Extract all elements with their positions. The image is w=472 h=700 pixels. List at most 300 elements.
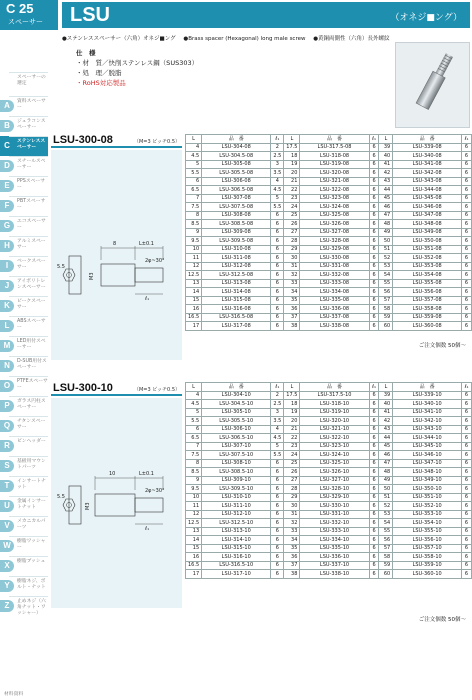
thread-length-cell: 3.5 bbox=[271, 417, 284, 426]
length-cell: 15 bbox=[186, 296, 202, 305]
part-number-cell: LSU-322-10 bbox=[300, 434, 369, 443]
length-cell: 45 bbox=[379, 194, 393, 203]
length-cell: 41 bbox=[379, 160, 393, 169]
length-cell: 54 bbox=[379, 271, 393, 280]
part-number-cell: LSU-333-08 bbox=[300, 279, 369, 288]
length-cell: 7 bbox=[186, 194, 202, 203]
table-row bbox=[186, 279, 472, 288]
part-number-cell: LSU-304.5-10 bbox=[202, 400, 271, 409]
sidebar-item-q[interactable] bbox=[0, 416, 48, 436]
part-number-cell: LSU-348-08 bbox=[393, 220, 462, 229]
length-cell: 23 bbox=[284, 442, 300, 451]
thread-length-cell: 6 bbox=[369, 417, 379, 426]
category-letter-tab: O bbox=[0, 380, 14, 392]
sidebar-item-u[interactable] bbox=[0, 496, 48, 516]
sidebar-item-label: 樹脂ブッシュ bbox=[17, 559, 46, 564]
thread-length-cell: 6 bbox=[271, 459, 284, 468]
thread-length-cell: 6 bbox=[369, 451, 379, 460]
sidebar-item-label: PPSスペーサー bbox=[17, 179, 46, 190]
part-number-cell: LSU-312-10 bbox=[202, 510, 271, 519]
part-number-cell: LSU-312.5-08 bbox=[202, 271, 271, 280]
part-number-cell: LSU-327-08 bbox=[300, 228, 369, 237]
length-cell: 32 bbox=[284, 519, 300, 528]
dim-l: L±0.1 bbox=[139, 471, 154, 477]
thread-length-cell: 6 bbox=[369, 459, 379, 468]
part-number-cell: LSU-324-10 bbox=[300, 451, 369, 460]
category-letter-tab: K bbox=[0, 300, 14, 312]
thread-length-cell: 6 bbox=[271, 220, 284, 229]
table-row bbox=[186, 152, 472, 161]
technical-drawing-lsu-300-10 bbox=[51, 398, 182, 608]
thread-length-cell: 6 bbox=[271, 553, 284, 562]
table-row bbox=[186, 186, 472, 195]
thread-length-cell: 6 bbox=[462, 544, 472, 553]
table-row bbox=[186, 271, 472, 280]
part-number-cell: LSU-338-10 bbox=[300, 570, 369, 579]
table-row bbox=[186, 220, 472, 229]
part-number-cell: LSU-327-10 bbox=[300, 476, 369, 485]
sidebar-item-y[interactable] bbox=[0, 576, 48, 596]
sidebar-item-i[interactable] bbox=[0, 256, 48, 276]
sidebar-item-a[interactable] bbox=[0, 96, 48, 116]
sidebar-item-h[interactable] bbox=[0, 236, 48, 256]
sidebar-item-c[interactable] bbox=[0, 136, 48, 156]
thread-length-cell: 6 bbox=[271, 262, 284, 271]
length-cell: 57 bbox=[379, 544, 393, 553]
length-cell: 56 bbox=[379, 288, 393, 297]
thread-length-cell: 6 bbox=[271, 322, 284, 331]
dim-b: 10 bbox=[109, 471, 116, 477]
length-cell: 59 bbox=[379, 561, 393, 570]
thread-length-cell: 6 bbox=[462, 288, 472, 297]
sidebar-item-e[interactable] bbox=[0, 176, 48, 196]
sidebar-item-label: D-SUB用付スペーサー bbox=[17, 359, 47, 370]
part-number-cell: LSU-353-08 bbox=[393, 262, 462, 271]
thread-length-cell: 6 bbox=[462, 271, 472, 280]
divider bbox=[9, 196, 48, 197]
length-cell: 11 bbox=[186, 254, 202, 263]
part-number-cell: LSU-304.5-08 bbox=[202, 152, 271, 161]
part-number-cell: LSU-308.5-10 bbox=[202, 468, 271, 477]
table-row bbox=[186, 510, 472, 519]
sidebar-item-label: PTFEスペーサー bbox=[17, 379, 48, 390]
table-row bbox=[186, 476, 472, 485]
category-letter-tab: R bbox=[0, 440, 14, 452]
table-row bbox=[186, 194, 472, 203]
part-number-cell: LSU-326-10 bbox=[300, 468, 369, 477]
table-header-row bbox=[186, 383, 472, 392]
length-cell: 13 bbox=[186, 527, 202, 536]
page-code: C 25 bbox=[6, 1, 34, 16]
column-header: L bbox=[186, 383, 202, 392]
sidebar-item-l[interactable] bbox=[0, 316, 48, 336]
table-row bbox=[186, 228, 472, 237]
part-number-cell: LSU-324-08 bbox=[300, 203, 369, 212]
part-number-cell: LSU-308-10 bbox=[202, 459, 271, 468]
length-cell: 7.5 bbox=[186, 203, 202, 212]
part-number-cell: LSU-318-08 bbox=[300, 152, 369, 161]
part-number-cell: LSU-346-08 bbox=[393, 203, 462, 212]
length-cell: 31 bbox=[284, 510, 300, 519]
table-row bbox=[186, 544, 472, 553]
part-number-cell: LSU-307-08 bbox=[202, 194, 271, 203]
divider bbox=[9, 436, 48, 437]
length-cell: 58 bbox=[379, 305, 393, 314]
part-number-cell: LSU-340-10 bbox=[393, 400, 462, 409]
length-cell: 4 bbox=[186, 391, 202, 400]
section-title-lsu-300-10 bbox=[51, 382, 182, 396]
length-cell: 34 bbox=[284, 536, 300, 545]
part-number-cell: LSU-352-08 bbox=[393, 254, 462, 263]
divider bbox=[9, 72, 48, 73]
length-cell: 27 bbox=[284, 228, 300, 237]
part-number-cell: LSU-310-10 bbox=[202, 493, 271, 502]
length-cell: 28 bbox=[284, 237, 300, 246]
page-code-tab bbox=[0, 0, 58, 30]
spec-heading: 仕 様 bbox=[76, 49, 96, 57]
length-cell: 55 bbox=[379, 527, 393, 536]
thread-length-cell: 6 bbox=[462, 451, 472, 460]
thread-length-cell: 6 bbox=[369, 502, 379, 511]
dim-hex: 5.5 bbox=[57, 494, 65, 500]
length-cell: 35 bbox=[284, 544, 300, 553]
thread-length-cell: 6 bbox=[369, 211, 379, 220]
sidebar-item-f[interactable] bbox=[0, 196, 48, 216]
length-cell: 16.5 bbox=[186, 561, 202, 570]
category-letter-tab: X bbox=[0, 560, 14, 572]
thread-length-cell: 6 bbox=[369, 279, 379, 288]
part-number-cell: LSU-312.5-10 bbox=[202, 519, 271, 528]
sidebar-item-label: 樹脂ネジ、ボルト・ナット bbox=[17, 579, 46, 590]
thread-length-cell: 6 bbox=[462, 169, 472, 178]
length-cell: 47 bbox=[379, 459, 393, 468]
thread-length-cell: 6 bbox=[369, 220, 379, 229]
bullet-jp: ●ステンレススペーサー（六角）オネジ■ング bbox=[62, 36, 176, 42]
thread-length-cell: 6 bbox=[369, 468, 379, 477]
table-row bbox=[186, 296, 472, 305]
length-cell: 5 bbox=[186, 408, 202, 417]
part-number-cell: LSU-339-10 bbox=[393, 391, 462, 400]
thread-length-cell: 4.5 bbox=[271, 434, 284, 443]
sidebar-item-m[interactable] bbox=[0, 336, 48, 356]
thread-length-cell: 6 bbox=[462, 476, 472, 485]
thread-length-cell: 6 bbox=[271, 544, 284, 553]
length-cell: 41 bbox=[379, 408, 393, 417]
table-row bbox=[186, 434, 472, 443]
part-number-cell: LSU-314-08 bbox=[202, 288, 271, 297]
length-cell: 9 bbox=[186, 476, 202, 485]
thread-length-cell: 2 bbox=[271, 143, 284, 152]
thread-length-cell: 6 bbox=[271, 476, 284, 485]
part-number-cell: LSU-350-10 bbox=[393, 485, 462, 494]
length-cell: 24 bbox=[284, 451, 300, 460]
length-cell: 4.5 bbox=[186, 400, 202, 409]
length-cell: 38 bbox=[284, 322, 300, 331]
length-cell: 7.5 bbox=[186, 451, 202, 460]
part-number-cell: LSU-356-08 bbox=[393, 288, 462, 297]
dim-l1: ℓ₁ bbox=[145, 526, 150, 532]
table-row bbox=[186, 160, 472, 169]
section-thread-spec: （M=3 ピッチ0.5） bbox=[133, 387, 180, 393]
sidebar-item-j[interactable] bbox=[0, 276, 48, 296]
thread-length-cell: 6 bbox=[462, 442, 472, 451]
table-row bbox=[186, 400, 472, 409]
length-cell: 38 bbox=[284, 570, 300, 579]
column-header: ℓ₁ bbox=[271, 383, 284, 392]
part-number-cell: LSU-330-08 bbox=[300, 254, 369, 263]
length-cell: 9 bbox=[186, 228, 202, 237]
table-row bbox=[186, 391, 472, 400]
length-cell: 19 bbox=[284, 408, 300, 417]
length-cell: 51 bbox=[379, 245, 393, 254]
divider bbox=[9, 416, 48, 417]
length-cell: 56 bbox=[379, 536, 393, 545]
table-row bbox=[186, 262, 472, 271]
length-cell: 8 bbox=[186, 211, 202, 220]
table-row bbox=[186, 459, 472, 468]
length-cell: 20 bbox=[284, 417, 300, 426]
thread-length-cell: 6 bbox=[462, 425, 472, 434]
part-number-cell: LSU-329-10 bbox=[300, 493, 369, 502]
length-cell: 37 bbox=[284, 313, 300, 322]
sidebar-item-v[interactable] bbox=[0, 516, 48, 536]
divider bbox=[9, 216, 48, 217]
part-number-cell: LSU-306-10 bbox=[202, 425, 271, 434]
part-number-cell: LSU-315-08 bbox=[202, 296, 271, 305]
part-number-cell: LSU-322-08 bbox=[300, 186, 369, 195]
thread-length-cell: 6 bbox=[462, 519, 472, 528]
thread-length-cell: 6 bbox=[462, 553, 472, 562]
part-number-cell: LSU-306.5-08 bbox=[202, 186, 271, 195]
length-cell: 6 bbox=[186, 425, 202, 434]
length-cell: 52 bbox=[379, 502, 393, 511]
thread-length-cell: 6 bbox=[462, 211, 472, 220]
category-letter-tab: Y bbox=[0, 580, 14, 592]
sidebar-item-k[interactable] bbox=[0, 296, 48, 316]
length-cell: 18 bbox=[284, 152, 300, 161]
length-cell: 60 bbox=[379, 322, 393, 331]
thread-length-cell: 6 bbox=[462, 160, 472, 169]
part-number-cell: LSU-359-08 bbox=[393, 313, 462, 322]
sidebar-item-intro[interactable] bbox=[0, 72, 48, 92]
thread-length-cell: 6 bbox=[271, 296, 284, 305]
thread-length-cell: 6 bbox=[369, 203, 379, 212]
divider bbox=[9, 316, 48, 317]
thread-length-cell: 6 bbox=[462, 485, 472, 494]
table-row bbox=[186, 561, 472, 570]
length-cell: 17 bbox=[186, 570, 202, 579]
thread-length-cell: 6 bbox=[271, 468, 284, 477]
spacer-image-icon bbox=[396, 43, 471, 129]
thread-length-cell: 6 bbox=[271, 493, 284, 502]
length-cell: 17 bbox=[186, 322, 202, 331]
length-cell: 60 bbox=[379, 570, 393, 579]
length-cell: 44 bbox=[379, 186, 393, 195]
thread-length-cell: 6 bbox=[462, 245, 472, 254]
part-number-cell: LSU-316.5-10 bbox=[202, 561, 271, 570]
part-number-cell: LSU-341-08 bbox=[393, 160, 462, 169]
page-title: LSU bbox=[70, 4, 110, 26]
order-note: ご注文個数 50個～ bbox=[418, 343, 466, 349]
thread-length-cell: 6 bbox=[462, 262, 472, 271]
length-cell: 4 bbox=[186, 143, 202, 152]
thread-length-cell: 6 bbox=[369, 519, 379, 528]
thread-length-cell: 6 bbox=[271, 288, 284, 297]
thread-length-cell: 6 bbox=[369, 510, 379, 519]
table-row bbox=[186, 288, 472, 297]
length-cell: 14 bbox=[186, 288, 202, 297]
sidebar-item-w[interactable] bbox=[0, 536, 48, 556]
dim-chamfer: 2φ~30° bbox=[145, 488, 165, 494]
length-cell: 43 bbox=[379, 425, 393, 434]
sidebar-item-o[interactable] bbox=[0, 376, 48, 396]
thread-length-cell: 6 bbox=[271, 228, 284, 237]
sidebar-item-label: チタンスペーサー bbox=[17, 419, 46, 430]
sidebar-item-p[interactable] bbox=[0, 396, 48, 416]
part-number-cell: LSU-351-10 bbox=[393, 493, 462, 502]
length-cell: 35 bbox=[284, 296, 300, 305]
category-letter-tab: G bbox=[0, 220, 14, 232]
length-cell: 10 bbox=[186, 245, 202, 254]
sidebar-item-b[interactable] bbox=[0, 116, 48, 136]
feature-bullets bbox=[62, 34, 402, 42]
length-cell: 52 bbox=[379, 254, 393, 263]
length-cell: 44 bbox=[379, 434, 393, 443]
column-header: ℓ₁ bbox=[369, 383, 379, 392]
category-label: スペーサー bbox=[8, 18, 43, 26]
part-number-cell: LSU-314-10 bbox=[202, 536, 271, 545]
table-row bbox=[186, 425, 472, 434]
thread-length-cell: 6 bbox=[462, 570, 472, 579]
divider bbox=[9, 176, 48, 177]
column-header: 品 番 bbox=[300, 135, 369, 144]
sidebar-item-n[interactable] bbox=[0, 356, 48, 376]
dim-thread: M3 bbox=[85, 502, 91, 510]
thread-length-cell: 6 bbox=[271, 279, 284, 288]
thread-length-cell: 6 bbox=[369, 527, 379, 536]
dim-hex: 5.5 bbox=[57, 264, 65, 270]
divider bbox=[9, 356, 48, 357]
thread-length-cell: 6 bbox=[462, 177, 472, 186]
thread-length-cell: 6 bbox=[462, 459, 472, 468]
bullet-en: ●Brass spacer (Hexagonal) long male screw bbox=[183, 36, 306, 42]
length-cell: 23 bbox=[284, 194, 300, 203]
column-header: L bbox=[379, 135, 393, 144]
column-header: L bbox=[284, 383, 300, 392]
divider bbox=[9, 296, 48, 297]
table-row bbox=[186, 519, 472, 528]
part-number-cell: LSU-343-10 bbox=[393, 425, 462, 434]
part-number-cell: LSU-319-08 bbox=[300, 160, 369, 169]
thread-length-cell: 6 bbox=[369, 536, 379, 545]
part-number-cell: LSU-323-08 bbox=[300, 194, 369, 203]
thread-length-cell: 6 bbox=[369, 322, 379, 331]
length-cell: 47 bbox=[379, 211, 393, 220]
page-subtitle: （オネジ■ング） bbox=[390, 13, 462, 23]
length-cell: 40 bbox=[379, 400, 393, 409]
length-cell: 33 bbox=[284, 279, 300, 288]
sidebar-item-t[interactable] bbox=[0, 476, 48, 496]
sidebar-item-label: PBTスペーサー bbox=[17, 199, 46, 210]
table-row bbox=[186, 322, 472, 331]
thread-length-cell: 5 bbox=[271, 194, 284, 203]
footer-label: 材料資料 bbox=[4, 692, 24, 697]
thread-length-cell: 6 bbox=[369, 177, 379, 186]
thread-length-cell: 6 bbox=[462, 194, 472, 203]
length-cell: 16 bbox=[186, 553, 202, 562]
column-header: 品 番 bbox=[202, 383, 271, 392]
part-number-cell: LSU-334-10 bbox=[300, 536, 369, 545]
part-number-cell: LSU-311-10 bbox=[202, 502, 271, 511]
sidebar-item-label: エコスペーサー bbox=[17, 219, 46, 230]
category-letter-tab: C bbox=[0, 140, 14, 152]
sidebar-item-z[interactable] bbox=[0, 596, 48, 616]
part-number-cell: LSU-308.5-08 bbox=[202, 220, 271, 229]
part-number-cell: LSU-316-10 bbox=[202, 553, 271, 562]
part-number-cell: LSU-317.5-08 bbox=[300, 143, 369, 152]
dim-l: L±0.1 bbox=[139, 241, 154, 247]
table-row bbox=[186, 305, 472, 314]
sidebar-item-r[interactable] bbox=[0, 436, 48, 456]
part-number-cell: LSU-349-10 bbox=[393, 476, 462, 485]
divider bbox=[9, 536, 48, 537]
dim-chamfer: 2φ~30° bbox=[145, 258, 165, 264]
sidebar-item-label: 金属インサートナット bbox=[17, 499, 46, 510]
thread-length-cell: 5.5 bbox=[271, 203, 284, 212]
thread-length-cell: 6 bbox=[369, 485, 379, 494]
table-row bbox=[186, 313, 472, 322]
sidebar-item-s[interactable] bbox=[0, 456, 48, 476]
length-cell: 17.5 bbox=[284, 143, 300, 152]
length-cell: 30 bbox=[284, 502, 300, 511]
length-cell: 53 bbox=[379, 262, 393, 271]
part-number-cell: LSU-312-08 bbox=[202, 262, 271, 271]
length-cell: 18 bbox=[284, 400, 300, 409]
spec-material: ・材 質／快削ステンレス鋼（SUS303） bbox=[76, 59, 199, 67]
sidebar-item-label: ガラス円柱スペーサー bbox=[17, 399, 46, 410]
sidebar-item-g[interactable] bbox=[0, 216, 48, 236]
thread-length-cell: 6 bbox=[462, 391, 472, 400]
section-title-lsu-300-08 bbox=[51, 134, 182, 148]
length-cell: 6.5 bbox=[186, 186, 202, 195]
category-letter-tab: M bbox=[0, 340, 14, 352]
part-number-cell: LSU-355-08 bbox=[393, 279, 462, 288]
table-row bbox=[186, 237, 472, 246]
length-cell: 16.5 bbox=[186, 313, 202, 322]
part-number-cell: LSU-308-08 bbox=[202, 211, 271, 220]
part-number-cell: LSU-342-08 bbox=[393, 169, 462, 178]
length-cell: 21 bbox=[284, 425, 300, 434]
length-cell: 39 bbox=[379, 391, 393, 400]
category-letter-tab: T bbox=[0, 480, 14, 492]
part-number-cell: LSU-337-08 bbox=[300, 313, 369, 322]
thread-length-cell: 6 bbox=[369, 425, 379, 434]
sidebar-item-label: ジュラコンスペーサー bbox=[17, 119, 46, 130]
part-number-cell: LSU-348-10 bbox=[393, 468, 462, 477]
part-number-cell: LSU-354-08 bbox=[393, 271, 462, 280]
thread-length-cell: 6 bbox=[462, 527, 472, 536]
length-cell: 49 bbox=[379, 476, 393, 485]
sidebar-item-d[interactable] bbox=[0, 156, 48, 176]
length-cell: 26 bbox=[284, 468, 300, 477]
thread-length-cell: 6 bbox=[369, 152, 379, 161]
length-cell: 12.5 bbox=[186, 519, 202, 528]
sidebar-item-x[interactable] bbox=[0, 556, 48, 576]
length-cell: 40 bbox=[379, 152, 393, 161]
divider bbox=[9, 116, 48, 117]
part-number-cell: LSU-305.5-10 bbox=[202, 417, 271, 426]
part-number-cell: LSU-340-08 bbox=[393, 152, 462, 161]
